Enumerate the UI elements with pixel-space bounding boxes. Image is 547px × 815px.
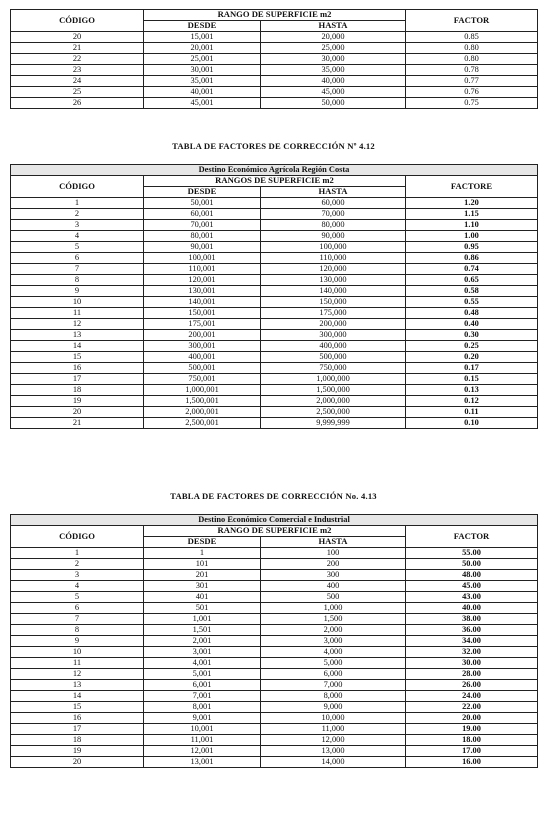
desde-cell: 20,001: [144, 43, 261, 54]
desde-cell: 4,001: [144, 658, 261, 669]
desde-cell: 35,001: [144, 76, 261, 87]
desde-cell: 2,000,001: [144, 407, 261, 418]
codigo-cell: 24: [11, 76, 144, 87]
table-row: [11, 691, 538, 702]
table-row: [11, 647, 538, 658]
hasta-cell: 500,000: [261, 352, 406, 363]
desde-cell: 2,500,001: [144, 418, 261, 429]
codigo-cell: 2: [11, 209, 144, 220]
table-caption-4-12: TABLA DE FACTORES DE CORRECCIÓN Nº 4.12: [172, 141, 375, 151]
header-hasta: HASTA: [261, 187, 406, 198]
factor-cell: 1.15: [406, 209, 538, 220]
desde-cell: 13,001: [144, 757, 261, 768]
table-row: [11, 286, 538, 297]
hasta-cell: 110,000: [261, 253, 406, 264]
hasta-cell: 11,000: [261, 724, 406, 735]
hasta-cell: 100,000: [261, 242, 406, 253]
hasta-cell: 2,500,000: [261, 407, 406, 418]
codigo-cell: 5: [11, 592, 144, 603]
header-hasta: HASTA: [261, 21, 406, 32]
hasta-cell: 140,000: [261, 286, 406, 297]
factor-cell: 1.20: [406, 198, 538, 209]
factor-cell: 0.12: [406, 396, 538, 407]
hasta-cell: 175,000: [261, 308, 406, 319]
codigo-cell: 4: [11, 231, 144, 242]
factor-cell: 0.85: [406, 32, 538, 43]
factor-cell: 55.00: [406, 548, 538, 559]
hasta-cell: 80,000: [261, 220, 406, 231]
hasta-cell: 9,000: [261, 702, 406, 713]
table-destino-title: Destino Económico Agrícola Región Costa: [11, 165, 538, 176]
table-row: [11, 680, 538, 691]
desde-cell: 175,001: [144, 319, 261, 330]
table-row: [11, 724, 538, 735]
factor-cell: 24.00: [406, 691, 538, 702]
codigo-cell: 17: [11, 724, 144, 735]
table-row: [11, 319, 538, 330]
table-row: [11, 418, 538, 429]
codigo-cell: 22: [11, 54, 144, 65]
codigo-cell: 19: [11, 746, 144, 757]
codigo-cell: 2: [11, 559, 144, 570]
codigo-cell: 15: [11, 702, 144, 713]
table-row: [11, 87, 538, 98]
desde-cell: 11,001: [144, 735, 261, 746]
header-desde: DESDE: [144, 537, 261, 548]
factor-cell: 0.20: [406, 352, 538, 363]
codigo-cell: 14: [11, 341, 144, 352]
table-row: [11, 209, 538, 220]
codigo-cell: 20: [11, 757, 144, 768]
codigo-cell: 15: [11, 352, 144, 363]
factor-cell: 0.75: [406, 98, 538, 109]
hasta-cell: 9,999,999: [261, 418, 406, 429]
table-row: [11, 407, 538, 418]
table-row: [11, 735, 538, 746]
desde-cell: 3,001: [144, 647, 261, 658]
codigo-cell: 1: [11, 548, 144, 559]
table-row: [11, 570, 538, 581]
table-4-13: [10, 514, 538, 768]
hasta-cell: 35,000: [261, 65, 406, 76]
header-codigo: CÓDIGO: [11, 176, 144, 198]
hasta-cell: 40,000: [261, 76, 406, 87]
table-row: [11, 396, 538, 407]
table-row: [11, 658, 538, 669]
hasta-cell: 1,000: [261, 603, 406, 614]
header-factor: FACTOR: [406, 526, 538, 548]
desde-cell: 30,001: [144, 65, 261, 76]
table-row: [11, 757, 538, 768]
desde-cell: 101: [144, 559, 261, 570]
factor-cell: 28.00: [406, 669, 538, 680]
table-row: [11, 231, 538, 242]
table-row: [11, 253, 538, 264]
codigo-cell: 10: [11, 647, 144, 658]
hasta-cell: 1,000,000: [261, 374, 406, 385]
codigo-cell: 12: [11, 319, 144, 330]
table-row: [11, 559, 538, 570]
desde-cell: 1: [144, 548, 261, 559]
hasta-cell: 120,000: [261, 264, 406, 275]
hasta-cell: 3,000: [261, 636, 406, 647]
factor-cell: 20.00: [406, 713, 538, 724]
desde-cell: 400,001: [144, 352, 261, 363]
factor-cell: 0.77: [406, 76, 538, 87]
table-row: [11, 702, 538, 713]
table-row: [11, 76, 538, 87]
hasta-cell: 5,000: [261, 658, 406, 669]
hasta-cell: 4,000: [261, 647, 406, 658]
hasta-cell: 2,000,000: [261, 396, 406, 407]
desde-cell: 1,000,001: [144, 385, 261, 396]
hasta-cell: 1,500,000: [261, 385, 406, 396]
table-row: [11, 581, 538, 592]
hasta-cell: 7,000: [261, 680, 406, 691]
header-factor: FACTOR: [406, 10, 538, 32]
header-codigo: CÓDIGO: [11, 10, 144, 32]
desde-cell: 150,001: [144, 308, 261, 319]
table-row: [11, 275, 538, 286]
hasta-cell: 1,500: [261, 614, 406, 625]
factor-cell: 0.17: [406, 363, 538, 374]
factor-cell: 0.80: [406, 43, 538, 54]
hasta-cell: 30,000: [261, 54, 406, 65]
header-codigo: CÓDIGO: [11, 526, 144, 548]
desde-cell: 70,001: [144, 220, 261, 231]
hasta-cell: 20,000: [261, 32, 406, 43]
hasta-cell: 500: [261, 592, 406, 603]
desde-cell: 100,001: [144, 253, 261, 264]
table-destino-title: Destino Económico Comercial e Industrial: [11, 515, 538, 526]
table-row: [11, 603, 538, 614]
codigo-cell: 6: [11, 253, 144, 264]
desde-cell: 501: [144, 603, 261, 614]
factor-cell: 1.00: [406, 231, 538, 242]
desde-cell: 120,001: [144, 275, 261, 286]
header-rango: RANGO DE SUPERFICIE m2: [144, 526, 406, 537]
desde-cell: 6,001: [144, 680, 261, 691]
codigo-cell: 16: [11, 363, 144, 374]
desde-cell: 110,001: [144, 264, 261, 275]
desde-cell: 8,001: [144, 702, 261, 713]
table-row: [11, 352, 538, 363]
factor-cell: 17.00: [406, 746, 538, 757]
hasta-cell: 45,000: [261, 87, 406, 98]
factor-cell: 0.48: [406, 308, 538, 319]
codigo-cell: 13: [11, 330, 144, 341]
header-desde: DESDE: [144, 21, 261, 32]
factor-cell: 36.00: [406, 625, 538, 636]
factor-cell: 0.11: [406, 407, 538, 418]
table-row: [11, 625, 538, 636]
table-4-12: [10, 164, 538, 429]
hasta-cell: 300: [261, 570, 406, 581]
codigo-cell: 13: [11, 680, 144, 691]
table-row: [11, 297, 538, 308]
hasta-cell: 400: [261, 581, 406, 592]
codigo-cell: 3: [11, 570, 144, 581]
desde-cell: 45,001: [144, 98, 261, 109]
desde-cell: 60,001: [144, 209, 261, 220]
hasta-cell: 8,000: [261, 691, 406, 702]
factor-cell: 19.00: [406, 724, 538, 735]
desde-cell: 301: [144, 581, 261, 592]
codigo-cell: 3: [11, 220, 144, 231]
factor-cell: 0.86: [406, 253, 538, 264]
codigo-cell: 19: [11, 396, 144, 407]
codigo-cell: 26: [11, 98, 144, 109]
table-row: [11, 548, 538, 559]
desde-cell: 90,001: [144, 242, 261, 253]
hasta-cell: 6,000: [261, 669, 406, 680]
hasta-cell: 200: [261, 559, 406, 570]
table-row: [11, 65, 538, 76]
factor-cell: 0.10: [406, 418, 538, 429]
hasta-cell: 13,000: [261, 746, 406, 757]
hasta-cell: 12,000: [261, 735, 406, 746]
factor-cell: 50.00: [406, 559, 538, 570]
table-row: [11, 54, 538, 65]
factor-cell: 45.00: [406, 581, 538, 592]
factor-cell: 16.00: [406, 757, 538, 768]
codigo-cell: 20: [11, 32, 144, 43]
codigo-cell: 23: [11, 65, 144, 76]
table-row: [11, 636, 538, 647]
hasta-cell: 400,000: [261, 341, 406, 352]
desde-cell: 5,001: [144, 669, 261, 680]
codigo-cell: 4: [11, 581, 144, 592]
desde-cell: 50,001: [144, 198, 261, 209]
hasta-cell: 70,000: [261, 209, 406, 220]
codigo-cell: 18: [11, 735, 144, 746]
codigo-cell: 12: [11, 669, 144, 680]
factor-cell: 48.00: [406, 570, 538, 581]
codigo-cell: 7: [11, 264, 144, 275]
codigo-cell: 9: [11, 636, 144, 647]
desde-cell: 1,001: [144, 614, 261, 625]
factor-cell: 0.40: [406, 319, 538, 330]
table-row: [11, 98, 538, 109]
codigo-cell: 1: [11, 198, 144, 209]
codigo-cell: 11: [11, 658, 144, 669]
factor-cell: 0.65: [406, 275, 538, 286]
codigo-cell: 10: [11, 297, 144, 308]
factor-cell: 40.00: [406, 603, 538, 614]
table-row: [11, 374, 538, 385]
header-desde: DESDE: [144, 187, 261, 198]
factor-cell: 43.00: [406, 592, 538, 603]
hasta-cell: 300,000: [261, 330, 406, 341]
hasta-cell: 10,000: [261, 713, 406, 724]
table-row: [11, 330, 538, 341]
table-row: [11, 614, 538, 625]
table-row: [11, 198, 538, 209]
table-row: [11, 385, 538, 396]
desde-cell: 10,001: [144, 724, 261, 735]
desde-cell: 401: [144, 592, 261, 603]
factor-cell: 32.00: [406, 647, 538, 658]
hasta-cell: 750,000: [261, 363, 406, 374]
factor-cell: 0.13: [406, 385, 538, 396]
hasta-cell: 50,000: [261, 98, 406, 109]
desde-cell: 201: [144, 570, 261, 581]
desde-cell: 130,001: [144, 286, 261, 297]
hasta-cell: 200,000: [261, 319, 406, 330]
factor-cell: 26.00: [406, 680, 538, 691]
factor-cell: 34.00: [406, 636, 538, 647]
desde-cell: 750,001: [144, 374, 261, 385]
hasta-cell: 2,000: [261, 625, 406, 636]
codigo-cell: 6: [11, 603, 144, 614]
header-factor: FACTORE: [406, 176, 538, 198]
desde-cell: 9,001: [144, 713, 261, 724]
codigo-cell: 7: [11, 614, 144, 625]
hasta-cell: 25,000: [261, 43, 406, 54]
hasta-cell: 90,000: [261, 231, 406, 242]
desde-cell: 200,001: [144, 330, 261, 341]
table-row: [11, 713, 538, 724]
factor-cell: 0.58: [406, 286, 538, 297]
desde-cell: 40,001: [144, 87, 261, 98]
factor-cell: 0.25: [406, 341, 538, 352]
factor-cell: 38.00: [406, 614, 538, 625]
desde-cell: 140,001: [144, 297, 261, 308]
hasta-cell: 100: [261, 548, 406, 559]
codigo-cell: 21: [11, 418, 144, 429]
desde-cell: 12,001: [144, 746, 261, 757]
codigo-cell: 14: [11, 691, 144, 702]
table-row: [11, 746, 538, 757]
factor-cell: 0.80: [406, 54, 538, 65]
desde-cell: 25,001: [144, 54, 261, 65]
codigo-cell: 16: [11, 713, 144, 724]
table-row: [11, 308, 538, 319]
hasta-cell: 150,000: [261, 297, 406, 308]
header-rango: RANGO DE SUPERFICIE m2: [144, 10, 406, 21]
header-hasta: HASTA: [261, 537, 406, 548]
hasta-cell: 14,000: [261, 757, 406, 768]
factor-cell: 0.76: [406, 87, 538, 98]
codigo-cell: 9: [11, 286, 144, 297]
codigo-cell: 21: [11, 43, 144, 54]
factor-cell: 0.55: [406, 297, 538, 308]
codigo-cell: 5: [11, 242, 144, 253]
codigo-cell: 11: [11, 308, 144, 319]
factor-cell: 1.10: [406, 220, 538, 231]
factor-cell: 0.74: [406, 264, 538, 275]
desde-cell: 15,001: [144, 32, 261, 43]
desde-cell: 7,001: [144, 691, 261, 702]
table-row: [11, 32, 538, 43]
table-continuation: [10, 9, 538, 109]
factor-cell: 0.78: [406, 65, 538, 76]
desde-cell: 2,001: [144, 636, 261, 647]
table-row: [11, 220, 538, 231]
factor-cell: 30.00: [406, 658, 538, 669]
table-row: [11, 264, 538, 275]
header-rango: RANGOS DE SUPERFICIE m2: [144, 176, 406, 187]
desde-cell: 80,001: [144, 231, 261, 242]
desde-cell: 1,500,001: [144, 396, 261, 407]
factor-cell: 0.30: [406, 330, 538, 341]
hasta-cell: 130,000: [261, 275, 406, 286]
factor-cell: 0.15: [406, 374, 538, 385]
codigo-cell: 8: [11, 275, 144, 286]
desde-cell: 300,001: [144, 341, 261, 352]
factor-cell: 22.00: [406, 702, 538, 713]
table-row: [11, 669, 538, 680]
codigo-cell: 18: [11, 385, 144, 396]
desde-cell: 1,501: [144, 625, 261, 636]
desde-cell: 500,001: [144, 363, 261, 374]
codigo-cell: 8: [11, 625, 144, 636]
hasta-cell: 60,000: [261, 198, 406, 209]
table-row: [11, 242, 538, 253]
factor-cell: 18.00: [406, 735, 538, 746]
factor-cell: 0.95: [406, 242, 538, 253]
codigo-cell: 25: [11, 87, 144, 98]
table-row: [11, 341, 538, 352]
table-caption-4-13: TABLA DE FACTORES DE CORRECCIÓN No. 4.13: [170, 491, 377, 501]
table-row: [11, 43, 538, 54]
codigo-cell: 20: [11, 407, 144, 418]
codigo-cell: 17: [11, 374, 144, 385]
table-row: [11, 363, 538, 374]
table-row: [11, 592, 538, 603]
